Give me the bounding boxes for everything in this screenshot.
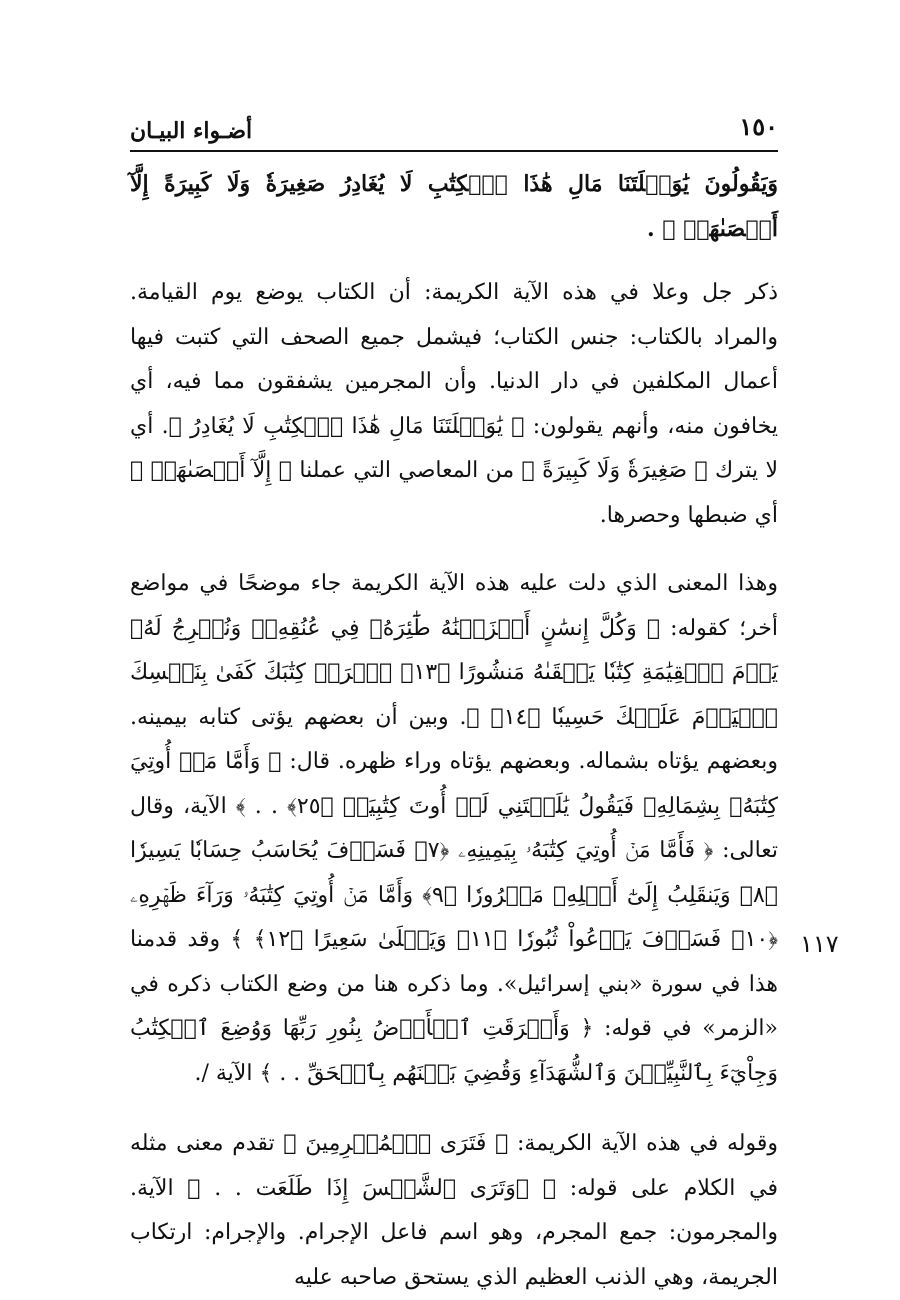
paragraph-criminals: وقوله في هذه الآية الكريمة: ﴿ فَتَرَى ٱلۡمُجۡرِمِينَ ﴾ تقدم معنى مثله في الكلام على قوله: ﴿ ۞وَتَرَى ٱلشَّمۡسَ إِذَا طَلَعَت . . ﴾ الآية. والمجرمون: جمع المجرم، وهو اسم فاعل الإجرام. والإجرام: ارتكاب الجريمة، وهي الذنب العظيم الذي يستحق صاحبه عليه	[130, 1131, 778, 1290]
page-body	[130, 162, 778, 1300]
header-divider	[130, 150, 778, 152]
page-number: ١٥٠	[739, 112, 778, 141]
page-header	[130, 112, 778, 152]
paragraph-related-verses: وهذا المعنى الذي دلت عليه هذه الآية الكريمة جاء موضحًا في مواضع أخر؛ كقوله: ﴿ وَكُلَّ إِنسَٰنٍ أَلۡزَمۡنَٰهُ طَٰٓئِرَهُۥ فِي عُنُقِهِۦۖ وَنُخۡرِجُ لَهُۥ يَوۡمَ ٱلۡقِيَٰمَةِ كِتَٰبٗا يَلۡقَىٰهُ مَنشُورًا ﴿١٣﴾ ٱقۡرَأۡ كِتَٰبَكَ كَفَىٰ بِنَفۡسِكَ ٱلۡيَوۡمَ عَلَيۡكَ حَسِيبٗا ﴿١٤﴾ ﴾. وبين أن بعضهم يؤتى كتابه بيمينه. وبعضهم يؤتاه بشماله. وبعضهم يؤتاه وراء ظهره. قال: ﴿ وَأَمَّا مَنۡ أُوتِيَ كِتَٰبَهُۥ بِشِمَالِهِۦ فَيَقُولُ يَٰلَيۡتَنِي لَمۡ أُوتَ كِتَٰبِيَهۡ ﴿٢٥﴾ . . ﴾ الآية، وقال تعالى: ﴿ فَأَمَّا مَنۡ أُوتِيَ كِتَٰبَهُۥ بِيَمِينِهِۦ ﴿٧﴾ فَسَوۡفَ يُحَاسَبُ حِسَابٗا يَسِيرٗا ﴿٨﴾ وَيَنقَلِبُ إِلَىٰٓ أَهۡلِهِۦ مَسۡرُورٗا ﴿٩﴾ وَأَمَّا مَنۡ أُوتِيَ كِتَٰبَهُۥ وَرَآءَ ظَهۡرِهِۦ ﴿١٠﴾ فَسَوۡفَ يَدۡعُواْ ثُبُورٗا ﴿١١﴾ وَيَصۡلَىٰ سَعِيرًا ﴿١٢﴾ ﴾ وقد قدمنا هذا في سورة «بني إسرائيل». وما ذكره هنا من وضع الكتاب ذكره في «الزمر» في قوله: ﴿ وَأَشۡرَقَتِ ٱلۡأَرۡضُ بِنُورِ رَبِّهَا وَوُضِعَ ٱلۡكِتَٰبُ وَجِاْيٓءَ بِٱلنَّبِيِّـۧنَ وَٱلشُّهَدَآءِ وَقُضِيَ بَيۡنَهُم بِٱلۡحَقِّ . . ﴾ الآية /.	[130, 571, 779, 1086]
book-title: أضـواء البيـان	[130, 118, 253, 144]
opening-verse: وَيَقُولُونَ يَٰوَيۡلَتَنَا مَالِ هَٰذَا ٱلۡكِتَٰبِ لَا يُغَادِرُ صَغِيرَةٗ وَلَا كَبِيرَةً إِلَّآ أَحۡصَىٰهَاۚ ﴾ .	[130, 171, 778, 242]
paragraph-explanation: ذكر جل وعلا في هذه الآية الكريمة: أن الكتاب يوضع يوم القيامة. والمراد بالكتاب: جنس الكتاب؛ فيشمل جميع الصحف التي كتبت فيها أعمال المكلفين في دار الدنيا. وأن المجرمين يشفقون مما فيه، أي يخافون منه، وأنهم يقولون: ﴿ يَٰوَيۡلَتَنَا مَالِ هَٰذَا ٱلۡكِتَٰبِ لَا يُغَادِرُ ﴾. أي لا يترك ﴿ صَغِيرَةٗ وَلَا كَبِيرَةً ﴾ من المعاصي التي عملنا ﴿ إِلَّآ أَحۡصَىٰهَاۚ ﴾ أي ضبطها وحصرها.	[130, 280, 778, 528]
margin-reference-number: ١١٧	[800, 930, 839, 958]
